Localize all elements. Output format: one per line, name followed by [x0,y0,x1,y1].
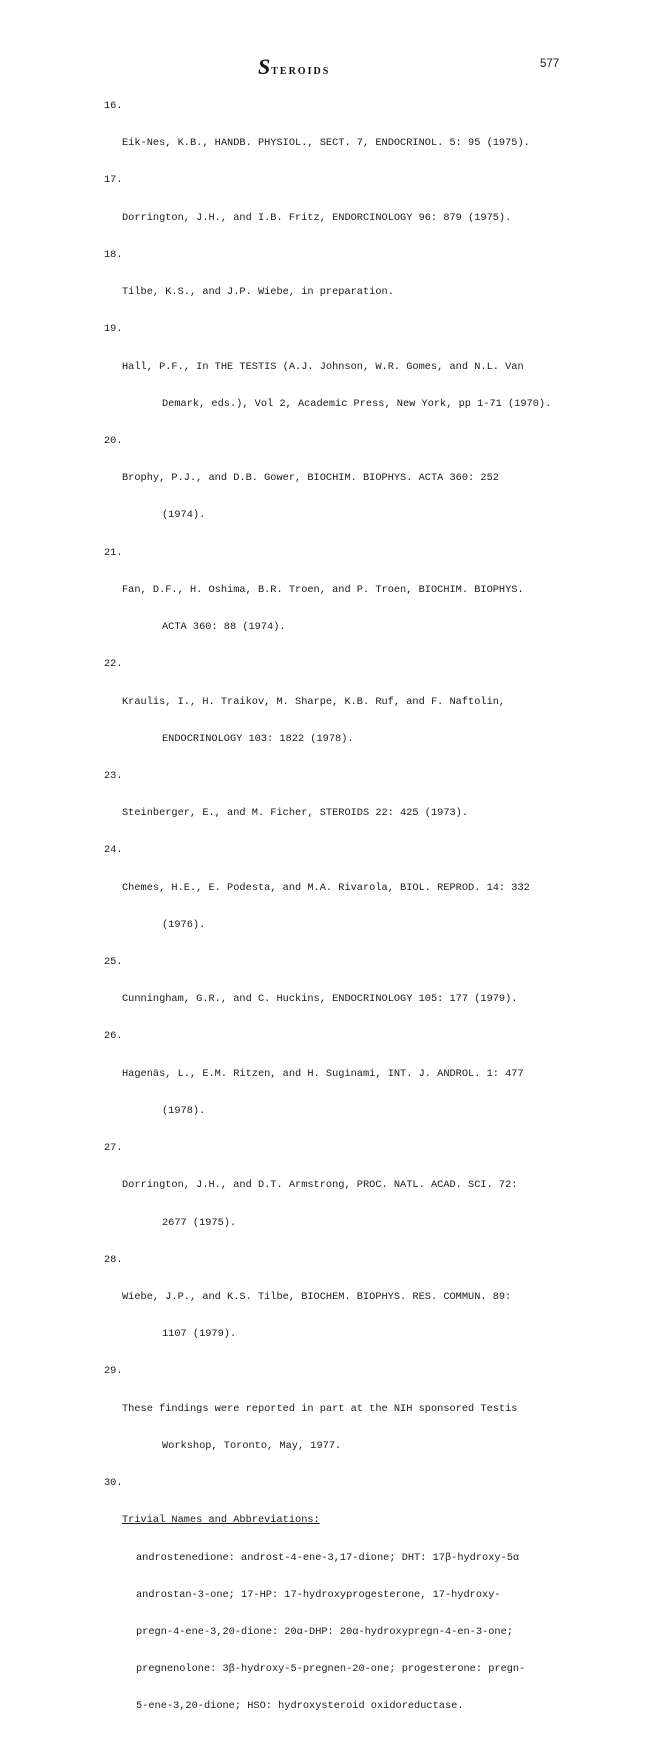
reference-number: 21. [104,546,123,559]
journal-title-initial: S [258,54,272,79]
reference-text-continued: ACTA 360: 88 (1974). [162,621,286,634]
reference-text: Wiebe, J.P., and K.S. Tilbe, BIOCHEM. BIOPHYS. RES. COMMUN. 89: [122,1291,512,1303]
reference-25 [104,956,624,1030]
reference-text: Chemes, H.E., E. Podesta, and M.A. Rivarola, BIOL. REPROD. 14: 332 [122,881,530,894]
reference-number: 16. [104,100,123,112]
reference-number: 19. [104,323,123,336]
reference-20 [104,435,624,547]
abbreviations-text: pregn-4-ene-3,20-dione: 20α-DHP: 20α-hydroxypregn-4-en-3-one; [136,1625,513,1638]
abbreviations-text: pregnenolone: 3β-hydroxy-5-pregnen-20-one; progesterone: pregn- [136,1663,526,1676]
reference-29 [104,1365,624,1477]
reference-text: Dorrington, J.H., and I.B. Fritz, ENDORCINOLOGY 96: 879 (1975). [122,211,512,224]
reference-18 [104,249,624,323]
abbreviations-title: Trivial Names and Abbreviations: [122,1514,320,1527]
reference-text: Brophy, P.J., and D.B. Gower, BIOCHIM. BIOPHYS. ACTA 360: 252 [122,472,499,485]
reference-number: 27. [104,1142,123,1155]
reference-16 [104,100,624,174]
journal-title-rest: TEROIDS [271,66,331,77]
reference-23 [104,770,624,844]
reference-text: Steinberger, E., and M. Ficher, STEROIDS 22: 425 (1973). [122,807,469,820]
reference-number: 23. [104,769,123,782]
reference-number: 30. [104,1477,123,1490]
reference-number: 29. [104,1365,123,1378]
reference-text-continued: (1974). [162,509,206,522]
reference-text-continued: (1976). [162,918,206,931]
reference-text: Kraulis, I., H. Traikov, M. Sharpe, K.B. Ruf, and F. Naftolin, [122,695,506,708]
reference-text: Cunningham, G.R., and C. Huckins, ENDOCRINOLOGY 105: 177 (1979). [122,993,518,1006]
reference-text-continued: 1107 (1979). [162,1328,237,1341]
reference-text: Hagenäs, L., E.M. Ritzen, and H. Suginami, INT. J. ANDROL. 1: 477 [122,1067,524,1080]
abbreviations-text: androstan-3-one; 17-HP: 17-hydroxyprogesterone, 17-hydroxy- [136,1588,501,1601]
reference-text-continued: ENDOCRINOLOGY 103: 1822 (1978). [162,732,354,745]
reference-19 [104,323,624,435]
abbreviations-text: 5-ene-3,20-dione; HSO: hydroxysteroid oxidoreductase. [136,1700,464,1713]
reference-number: 25. [104,956,123,969]
reference-number: 26. [104,1030,123,1043]
reference-text-continued: 2677 (1975). [162,1216,237,1229]
page-header [0,52,672,80]
reference-text-continued: Workshop, Toronto, May, 1977. [162,1439,342,1452]
reference-21 [104,547,624,659]
reference-text-continued: Demark, eds.), Vol 2, Academic Press, New York, pp 1-71 (1970). [162,397,552,410]
reference-text: These findings were reported in part at the NIH sponsored Testis [122,1402,518,1415]
reference-26 [104,1030,624,1142]
reference-24 [104,844,624,956]
reference-30 [104,1477,624,1738]
reference-28 [104,1254,624,1366]
reference-text-continued: (1978). [162,1104,206,1117]
reference-17 [104,174,624,248]
reference-text: Tilbe, K.S., and J.P. Wiebe, in preparation. [122,286,394,299]
reference-text: Fan, D.F., H. Oshima, B.R. Troen, and P. Troen, BIOCHIM. BIOPHYS. [122,583,524,596]
reference-number: 24. [104,844,123,857]
reference-list [104,100,624,1738]
reference-text: Dorrington, J.H., and D.T. Armstrong, PROC. NATL. ACAD. SCI. 72: [122,1179,518,1192]
reference-22 [104,658,624,770]
page-number: 577 [540,58,560,70]
reference-27 [104,1142,624,1254]
reference-number: 17. [104,174,123,187]
reference-number: 18. [104,248,123,261]
journal-title [258,54,330,80]
reference-number: 22. [104,658,123,671]
reference-number: 28. [104,1253,123,1266]
reference-number: 20. [104,434,123,447]
reference-text: Eik-Nes, K.B., HANDB. PHYSIOL., SECT. 7, ENDOCRINOL. 5: 95 (1975). [122,137,530,150]
reference-text: Hall, P.F., In THE TESTIS (A.J. Johnson, W.R. Gomes, and N.L. Van [122,360,524,373]
abbreviations-text: androstenedione: androst-4-ene-3,17-dione; DHT: 17β-hydroxy-5α [136,1551,520,1564]
